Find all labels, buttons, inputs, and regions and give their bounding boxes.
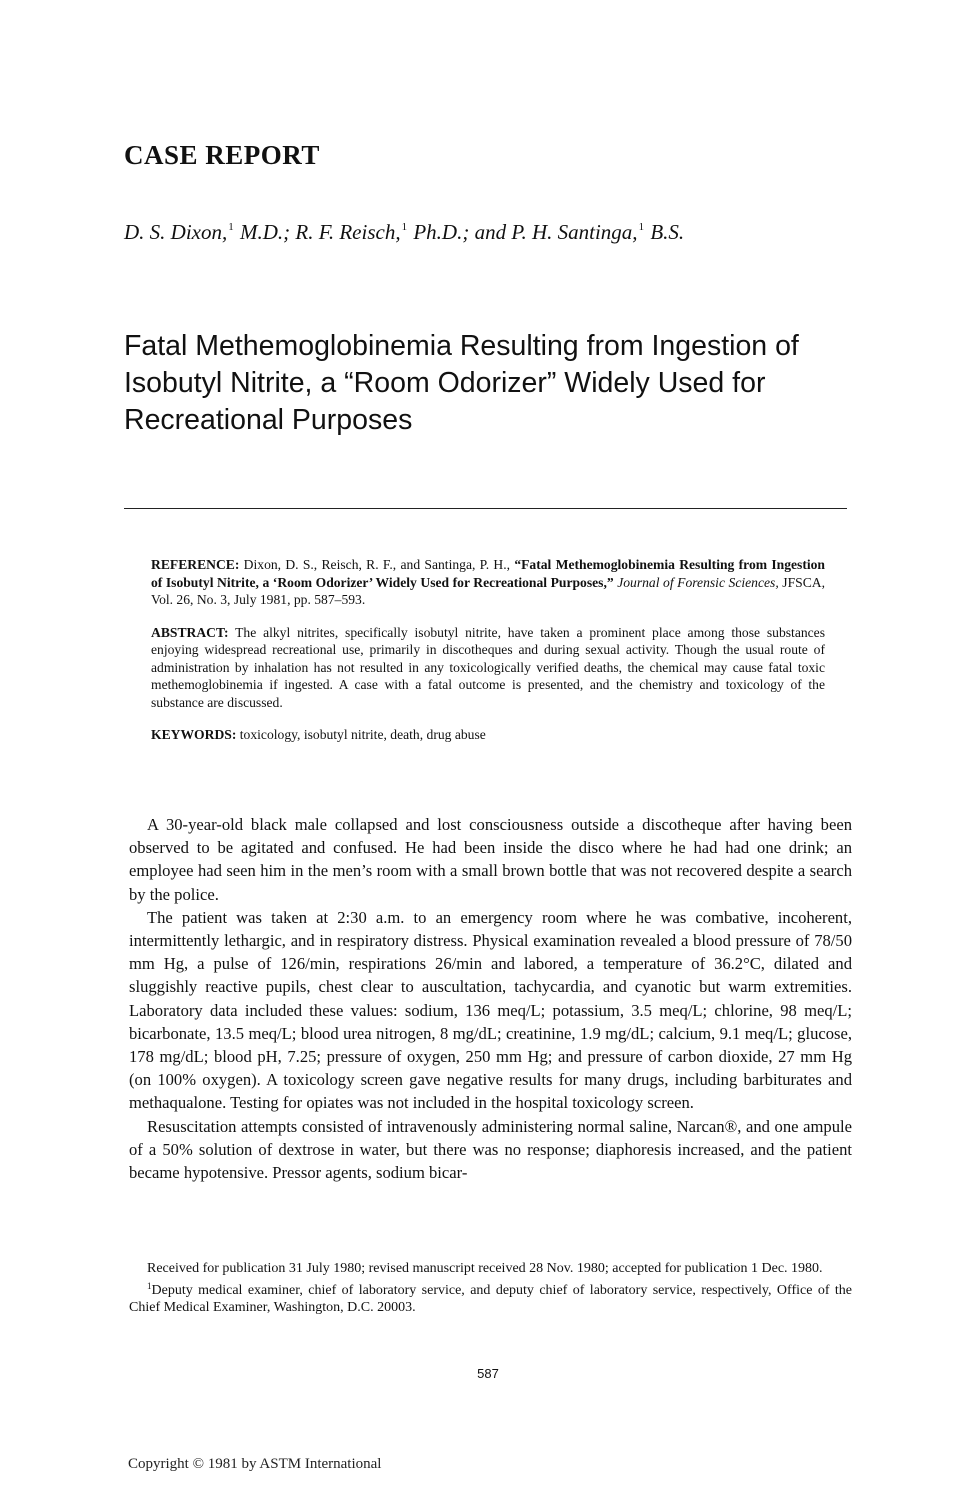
reference-details: JFSCA, Vol. 26, No. 3, July 1981, pp. 587–593. [151, 574, 825, 607]
author-affiliation-marker: 1 [228, 221, 234, 233]
author-name: P. H. Santinga, [511, 220, 638, 244]
title-divider [124, 508, 847, 509]
section-label: CASE REPORT [124, 140, 320, 170]
author-degree: M.D.; [240, 220, 291, 244]
footnote-marker: 1 [147, 1280, 152, 1291]
affiliation-text: Deputy medical examiner, chief of laboratory service, and deputy chief of laboratory service, respectively, Office of the Chief Medical Examiner, Washington, D.C. 20003. [129, 1282, 852, 1315]
keywords-label: KEYWORDS: [151, 727, 237, 742]
body-text [129, 813, 852, 1184]
reference-label: REFERENCE: [151, 557, 240, 572]
body-paragraph: The patient was taken at 2:30 a.m. to an emergency room where he was combative, incoherent, intermittently lethargic, and in respiratory distress. Physical examination revealed a blood pressure of 78/50 mm Hg, a pulse of 126/min, respirations 26/min and labored, a temperature of 36.2°C, dilated and sluggishly reactive pupils, chest clear to auscultation, tachycardia, and cyanotic but warm extremities. Laboratory data included these values: sodium, 136 meq/L; potassium, 3.5 meq/L; chlorine, 98 meq/L; bicarbonate, 13.5 meq/L; blood urea nitrogen, 8 mg/dL; creatinine, 1.9 mg/dL; calcium, 9.1 meq/L; glucose, 178 mg/dL; blood pH, 7.25; pressure of oxygen, 250 mm Hg; and pressure of carbon dioxide, 27 mm Hg (on 100% oxygen). A toxicology screen gave negative results for many drugs, including barbiturates and methaqualone. Testing for opiates was not included in the hospital toxicology screen. [129, 907, 852, 1113]
front-matter [151, 556, 825, 759]
page-number: 587 [477, 1366, 499, 1381]
abstract-paragraph [151, 624, 825, 712]
author-degree: B.S. [650, 220, 685, 244]
keywords-paragraph [151, 726, 825, 744]
reference-paragraph [151, 556, 825, 609]
author-degree: Ph.D.; and [413, 220, 507, 244]
footnotes [129, 1260, 852, 1317]
affiliation-note [129, 1278, 852, 1317]
body-paragraph: Resuscitation attempts consisted of intravenously administering normal saline, Narcan®, and one ampule of a 50% solution of dextrose in water, but there was no response; diaphoresis increased, and the patient became hypotensive. Pressor agents, sodium bicar- [129, 1116, 852, 1183]
copyright-notice: Copyright © 1981 by ASTM International [128, 1456, 382, 1472]
author-name: R. F. Reisch, [295, 220, 401, 244]
abstract-text: The alkyl nitrites, specifically isobutyl nitrite, have taken a prominent place among those substances enjoying widespread recreational use, primarily in discotheques and during sexual activity. Though the usual route of administration by inhalation has not resulted in any toxicologically verified deaths, the chemical may cause fatal toxic methemoglobinemia if ingested. A case with a fatal outcome is presented, and the chemistry and toxicology of the substance are discussed. [151, 624, 826, 710]
author-list [124, 220, 684, 245]
author-affiliation-marker: 1 [638, 221, 645, 233]
keywords-text: toxicology, isobutyl nitrite, death, drug abuse [239, 727, 486, 742]
author-affiliation-marker: 1 [401, 221, 408, 233]
reference-journal: Journal of Forensic Sciences, [617, 574, 779, 590]
abstract-label: ABSTRACT: [151, 624, 229, 640]
body-paragraph: A 30-year-old black male collapsed and lost consciousness outside a discotheque after having been observed to be agitated and confused. He had been inside the disco where he had had one drink; an employee had seen him in the men’s room with a small brown bottle that was not recovered despite a search by the police. [129, 815, 852, 904]
reference-article-title: “Fatal Methemoglobinemia Resulting from Ingestion of Isobutyl Nitrite, a ‘Room Odorizer’ Widely Used for Recreational Purposes,” [151, 557, 825, 590]
author-name: D. S. Dixon, [124, 220, 228, 244]
reference-authors: Dixon, D. S., Reisch, R. F., and Santinga, P. H., [243, 557, 511, 572]
article-title: Fatal Methemoglobinemia Resulting from Ingestion of Isobutyl Nitrite, a “Room Odorizer” Widely Used for Recreational Purposes [124, 330, 799, 436]
received-note: Received for publication 31 July 1980; revised manuscript received 28 Nov. 1980; accepted for publication 1 Dec. 1980. [147, 1261, 823, 1276]
